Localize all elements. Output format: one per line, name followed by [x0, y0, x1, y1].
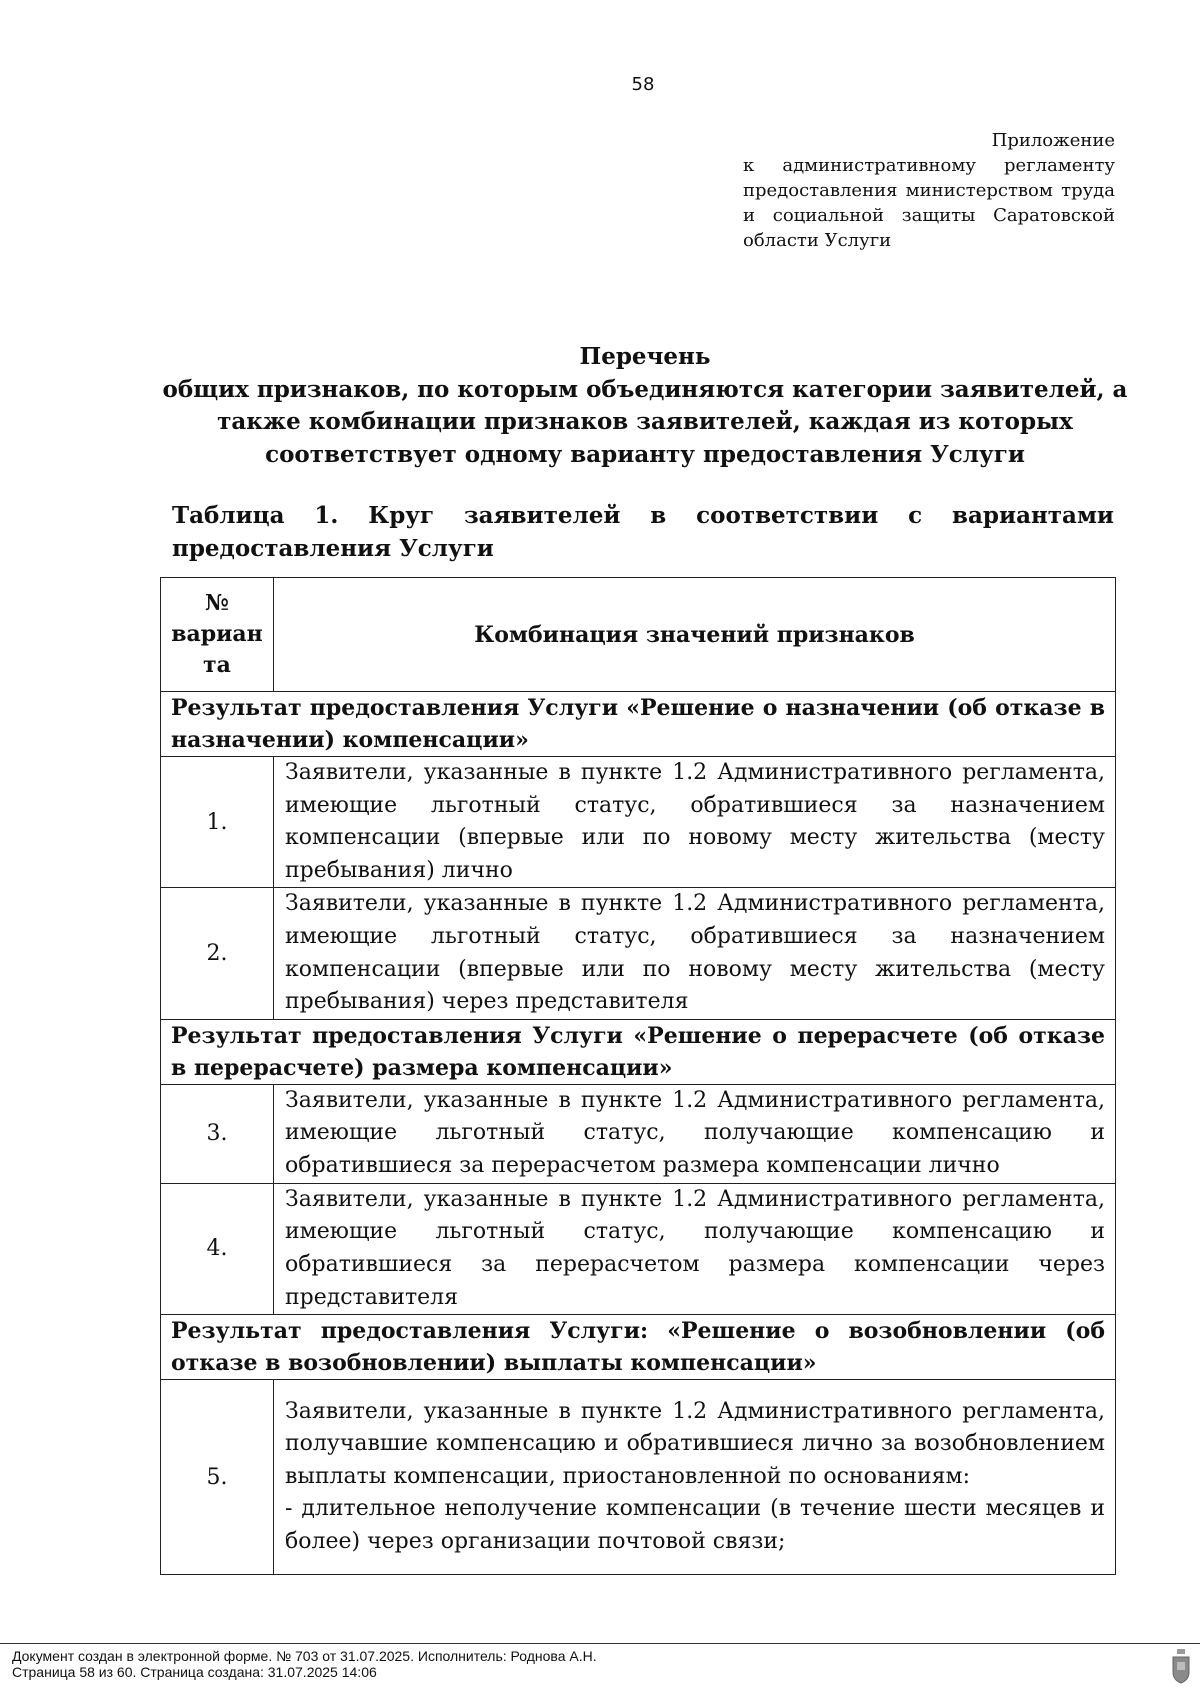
variant-description: Заявители, указанные в пункте 1.2 Административного регламента, имеющие льготный статус, обратившиеся за назначением компенсации (впервые или по новому месту жительства (месту пребывания) лично	[274, 757, 1116, 888]
description-paragraph: - длительное неполучение компенсации (в течение шести месяцев и более) через организации почтовой связи;	[285, 1496, 1105, 1555]
variant-description: Заявители, указанные в пункте 1.2 Административного регламента, имеющие льготный статус, получающие компенсацию и обратившиеся за перерасчетом размера компенсации через представителя	[274, 1183, 1116, 1314]
section-row	[161, 692, 1116, 757]
table-row	[161, 1084, 1116, 1183]
document-footer	[12, 1648, 597, 1680]
appendix-line: и социальной защиты Саратовской	[743, 205, 1115, 226]
header-combination: Комбинация значений признаков	[274, 578, 1116, 692]
appendix-note	[743, 128, 1115, 253]
title-line: также комбинации признаков заявителей, каждая из которых	[217, 408, 1073, 435]
footer-divider	[0, 1643, 1200, 1644]
title-line: общих признаков, по которым объединяются категории заявителей, а	[162, 375, 1128, 403]
section-heading: Результат предоставления Услуги: «Решение о возобновлении (об отказе в возобновлении) выплаты компенсации»	[161, 1315, 1116, 1380]
variant-number: 1.	[161, 757, 274, 888]
variant-number: 2.	[161, 888, 274, 1019]
caption-line: Таблица 1. Круг заявителей в соответствии с вариантами	[172, 502, 1114, 529]
header-variant-number: № вариан та	[161, 578, 274, 692]
table-row	[161, 1380, 1116, 1575]
section-row	[161, 1019, 1116, 1084]
table-caption	[172, 500, 1114, 565]
appendix-line: области Услуги	[743, 230, 892, 251]
variant-description: Заявители, указанные в пункте 1.2 Административного регламента, имеющие льготный статус, обратившиеся за назначением компенсации (впервые или по новому месту жительства (месту пребывания) через представителя	[274, 888, 1116, 1019]
table-header-row	[161, 578, 1116, 692]
variant-number: 4.	[161, 1183, 274, 1314]
variant-number: 5.	[161, 1380, 274, 1575]
title-line: Перечень	[579, 343, 711, 370]
section-heading: Результат предоставления Услуги «Решение о перерасчете (об отказе в перерасчете) размера компенсации»	[161, 1019, 1116, 1084]
variant-description: Заявители, указанные в пункте 1.2 Административного регламента, имеющие льготный статус, получающие компенсацию и обратившиеся за перерасчетом размера компенсации лично	[274, 1084, 1116, 1183]
appendix-line: к административному регламенту	[743, 155, 1115, 176]
table-row	[161, 1183, 1116, 1314]
table-row	[161, 757, 1116, 888]
emblem-crown	[1177, 1649, 1185, 1654]
caption-line: предоставления Услуги	[172, 534, 494, 562]
appendix-line: Приложение	[991, 130, 1115, 151]
coat-of-arms-icon	[1170, 1648, 1192, 1684]
variant-number: 3.	[161, 1084, 274, 1183]
document-title	[160, 341, 1130, 471]
emblem-detail	[1177, 1662, 1185, 1670]
description-paragraph: Заявители, указанные в пункте 1.2 Административного регламента, получавшие компенсацию и обратившиеся лично за возобновлением выплаты компенсации, приостановленной по основаниям:	[285, 1398, 1105, 1489]
title-line: соответствует одному варианту предоставления Услуги	[265, 440, 1025, 468]
footer-line-2: Страница 58 из 60. Страница создана: 31.07.2025 14:06	[12, 1664, 377, 1680]
applicants-table	[160, 577, 1116, 1575]
section-row	[161, 1315, 1116, 1380]
table-row	[161, 888, 1116, 1019]
appendix-line: предоставления министерством труда	[743, 180, 1115, 201]
section-heading: Результат предоставления Услуги «Решение о назначении (об отказе в назначении) компенсации»	[161, 692, 1116, 757]
variant-description	[274, 1380, 1116, 1575]
page-number: 58	[631, 74, 655, 95]
footer-line-1: Документ создан в электронной форме. № 703 от 31.07.2025. Исполнитель: Роднова А.Н.	[12, 1648, 597, 1664]
